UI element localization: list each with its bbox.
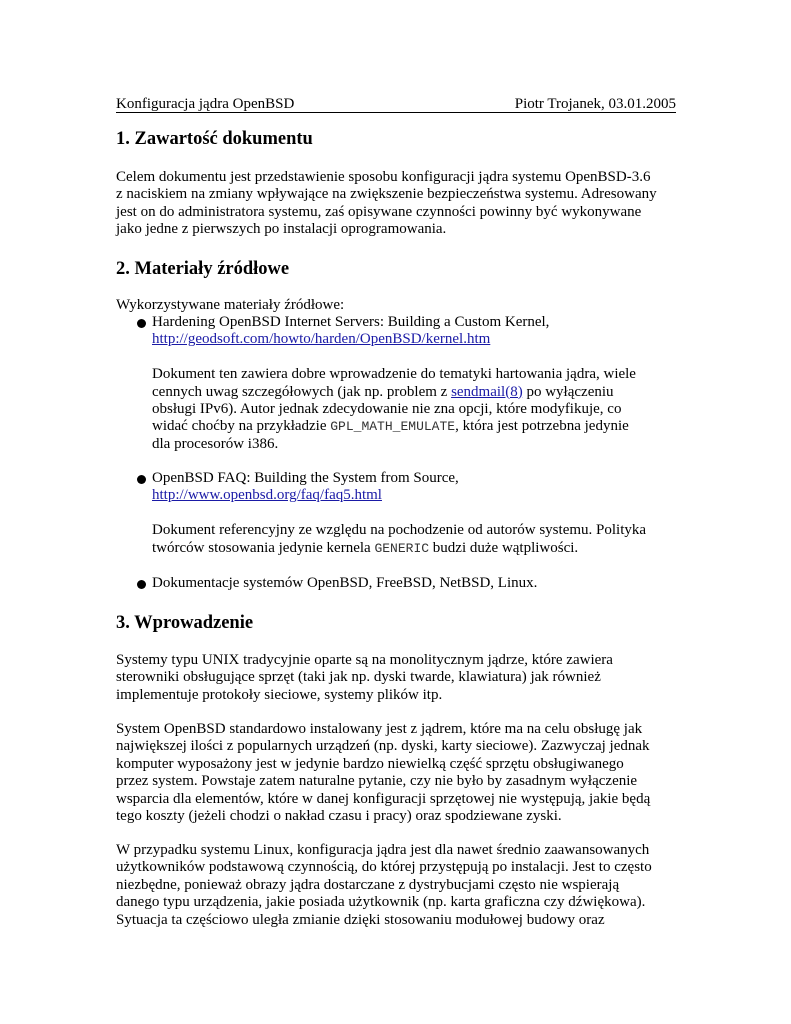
source-item-desc: obsługi IPv6). Autor jednak zdecydowanie nie zna opcji, które modyfikuje, co bbox=[152, 400, 622, 417]
paragraph-line: Celem dokumentu jest przedstawienie sposobu konfiguracji jądra systemu OpenBSD-3.6 bbox=[116, 169, 651, 185]
bullet-icon bbox=[137, 580, 146, 589]
paragraph-line: niezbędne, ponieważ obrazy jądra dostarczane z dystrybucjami często nie wspierają bbox=[116, 876, 620, 893]
desc-text: cennych uwag szczegółowych (jak np. problem z bbox=[152, 383, 452, 400]
source-item-3 bbox=[152, 575, 676, 592]
paragraph-line: jest on do administratora systemu, zaś opisywane czynności powinny być wykonywane bbox=[116, 203, 642, 220]
paragraph-line: W przypadku systemu Linux, konfiguracja jądra jest dla nawet średnio zaawansowanych bbox=[116, 842, 650, 858]
header-title: Konfiguracja jądra OpenBSD bbox=[116, 96, 295, 112]
bullet-icon bbox=[137, 475, 146, 484]
desc-text: po wyłączeniu bbox=[522, 383, 614, 400]
source-item-2 bbox=[152, 470, 676, 557]
section-3-paragraph-2 bbox=[116, 721, 676, 825]
paragraph-line: przez system. Powstaje zatem naturalne pytanie, czy nie było by zasadnym wyłączenie bbox=[116, 773, 638, 790]
desc-text: budzi duże wątpliwości. bbox=[429, 539, 579, 556]
section-2-heading: 2. Materiały źródłowe bbox=[116, 259, 290, 279]
paragraph-line: z naciskiem na zmiany wpływające na zwiększenie bezpieczeństwa systemu. Adresowany bbox=[116, 186, 657, 203]
source-item-link[interactable]: http://www.openbsd.org/faq/faq5.html bbox=[152, 487, 382, 504]
source-item-desc: Dokument referencyjny ze względu na pochodzenie od autorów systemu. Polityka bbox=[152, 522, 647, 539]
section-1-heading: 1. Zawartość dokumentu bbox=[116, 129, 313, 149]
page-header bbox=[116, 95, 676, 113]
desc-text: twórców stosowania jedynie kernela bbox=[152, 539, 375, 556]
desc-text: widać choćby na przykładzie bbox=[152, 418, 331, 435]
paragraph-line: sterowniki obsługujące sprzęt (taki jak np. dyski twarde, klawiatura) jak również bbox=[116, 669, 601, 686]
header-author-date: Piotr Trojanek, 03.01.2005 bbox=[514, 96, 676, 112]
source-item-desc: dla procesorów i386. bbox=[152, 435, 279, 452]
sendmail-link[interactable]: sendmail(8) bbox=[451, 383, 523, 400]
paragraph-line: użytkowników podstawową czynnością, do której przystępują po instalacji. Jest to często bbox=[116, 859, 652, 876]
section-3-paragraph-1 bbox=[116, 652, 676, 704]
paragraph-line: jako jedne z pierwszych po instalacji oprogramowania. bbox=[116, 221, 447, 238]
section-1-paragraph bbox=[116, 169, 676, 239]
source-item-title: Hardening OpenBSD Internet Servers: Building a Custom Kernel, bbox=[152, 314, 550, 330]
paragraph-line: implementuje protokoły sieciowe, systemy plików itp. bbox=[116, 686, 443, 703]
source-item-title: OpenBSD FAQ: Building the System from Source, bbox=[152, 470, 459, 486]
paragraph-line: wsparcia dla elementów, które w danej konfiguracji sprzętowej nie występują, jakie będą bbox=[116, 790, 651, 807]
code-option: GPL_MATH_EMULATE bbox=[330, 419, 456, 435]
section-3-heading: 3. Wprowadzenie bbox=[116, 613, 254, 633]
paragraph-line: System OpenBSD standardowo instalowany jest z jądrem, które ma na celu obsługę jak bbox=[116, 721, 643, 737]
section-2-intro: Wykorzystywane materiały źródłowe: bbox=[116, 297, 345, 313]
code-option: GENERIC bbox=[374, 540, 430, 556]
paragraph-line: tego koszty (jeżeli chodzi o nakład czasu i pracy) oraz spodziewane zyski. bbox=[116, 807, 562, 824]
source-item-title: Dokumentacje systemów OpenBSD, FreeBSD, NetBSD, Linux. bbox=[152, 575, 538, 591]
paragraph-line: komputer wyposażony jest w jedynie bardzo niewielką część sprzętu obsługiwanego bbox=[116, 755, 624, 772]
bullet-icon bbox=[137, 319, 146, 328]
source-item-link[interactable]: http://geodsoft.com/howto/harden/OpenBSD/kernel.htm bbox=[152, 331, 491, 348]
section-3-paragraph-3 bbox=[116, 842, 676, 929]
desc-text: , która jest potrzebna jedynie bbox=[455, 418, 629, 435]
paragraph-line: danego typu urządzenia, jakie posiada użytkownik (np. karta graficzna czy dźwiękowa). bbox=[116, 894, 646, 911]
paragraph-line: Systemy typu UNIX tradycyjnie oparte są na monolitycznym jądrze, które zawiera bbox=[116, 652, 613, 668]
source-item-desc: Dokument ten zawiera dobre wprowadzenie do tematyki hartowania jądra, wiele bbox=[152, 366, 636, 383]
paragraph-line: największej ilości z popularnych urządzeń (np. dyski, karty sieciowe). Zazwyczaj jednak bbox=[116, 738, 650, 755]
source-item-1 bbox=[152, 314, 676, 453]
paragraph-line: Sytuacja ta częściowo uległa zmianie dzięki stosowaniu modułowej budowy oraz bbox=[116, 911, 605, 928]
